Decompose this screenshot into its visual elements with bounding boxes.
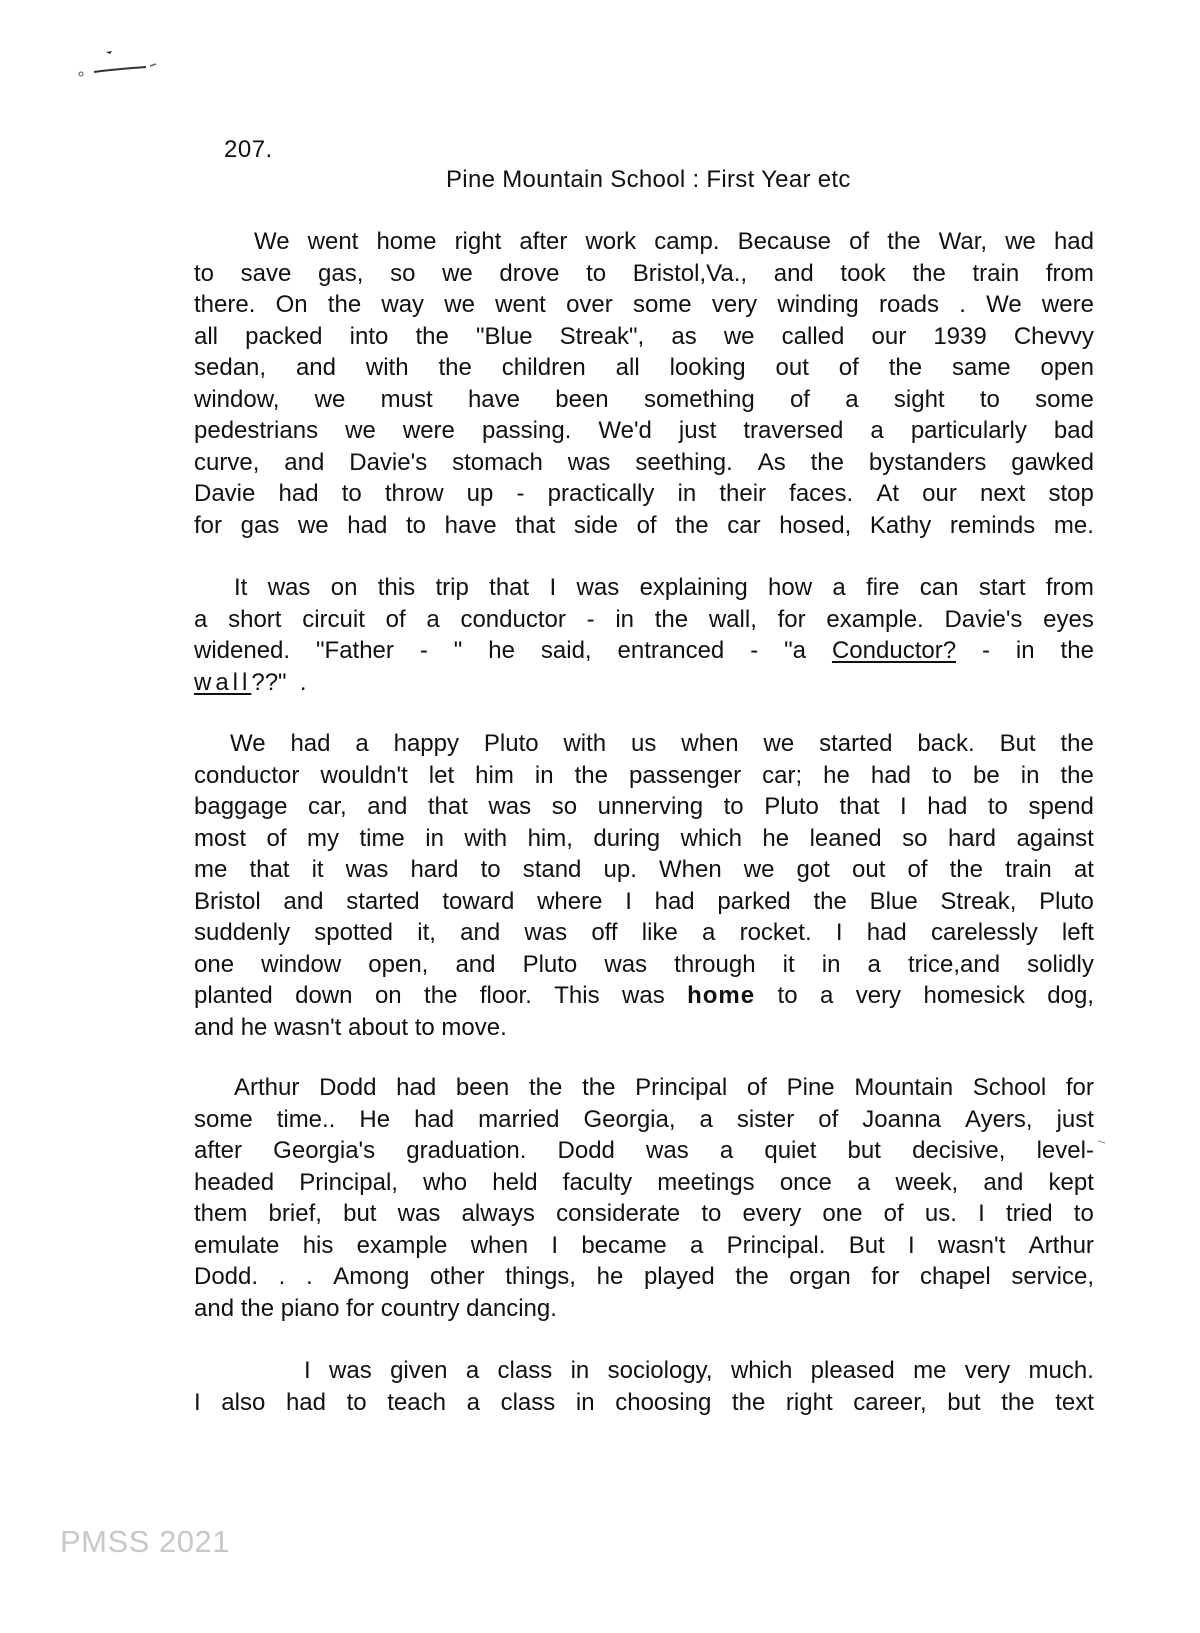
paragraph-4 [194,1072,1094,1324]
text-line: It was on this trip that I was explaining how a fire can start from [234,574,1094,601]
text-line: headed Principal, who held faculty meetings once a week, and kept [194,1168,1094,1196]
text-line: and he wasn't about to move. [194,1013,507,1041]
text-line: We went home right after work camp. Because of the War, we had [254,228,1094,255]
paragraph-2 [194,572,1094,698]
text-line: conductor wouldn't let him in the passenger car; he had to be in the [194,761,1094,789]
text-line: suddenly spotted it, and was off like a rocket. I had carelessly left [194,919,1094,946]
text-line: I also had to teach a class in choosing the right career, but the text [194,1388,1094,1416]
text-line: pedestrians we were passing. We'd just traversed a particularly bad [194,417,1094,444]
text-line: widened. "Father - " he said, entranced - "a Conductor? - in the [194,637,1094,664]
text-line: Davie had to throw up - practically in their faces. At our next stop [194,480,1094,507]
text-line: me that it was hard to stand up. When we got out of the train at [194,856,1094,883]
text-line: Bristol and started toward where I had parked the Blue Streak, Pluto [194,887,1094,915]
paragraph-3 [194,728,1094,1043]
text-line: some time.. He had married Georgia, a sister of Joanna Ayers, just [194,1105,1094,1133]
text-line: and the piano for country dancing. [194,1294,557,1322]
text-line: window, we must have been something of a sight to some [194,385,1094,413]
paragraph-1 [194,226,1094,541]
paragraph-5 [194,1355,1094,1418]
text-line: most of my time in with him, during which he leaned so hard against [194,824,1094,852]
text-line: all packed into the "Blue Streak", as we called our 1939 Chevvy [194,322,1094,350]
watermark: PMSS 2021 [60,1524,230,1559]
scan-smudge-icon [1098,1140,1106,1144]
text-line: for gas we had to have that side of the car hosed, Kathy reminds me. [194,511,1094,539]
page-title: Pine Mountain School : First Year etc [446,166,851,193]
text-line: curve, and Davie's stomach was seething. As the bystanders gawked [194,448,1094,476]
text-line: one window open, and Pluto was through it in a trice,and solidly [194,950,1094,978]
text-line: baggage car, and that was so unnerving to Pluto that I had to spend [194,793,1094,820]
text-line: Dodd. . . Among other things, he played the organ for chapel service, [194,1263,1094,1290]
text-line: planted down on the floor. This was home to a very homesick dog, [194,982,1094,1009]
text-line: wall ??" . [194,668,307,696]
text-line: after Georgia's graduation. Dodd was a quiet but decisive, level- [194,1137,1094,1164]
text-line: there. On the way we went over some very winding roads . We were [194,291,1094,318]
text-line: a short circuit of a conductor - in the wall, for example. Davie's eyes [194,605,1094,633]
page-number: 207. [224,136,273,163]
text-line: sedan, and with the children all looking out of the same open [194,354,1094,381]
text-line: them brief, but was always considerate to every one of us. I tried to [194,1200,1094,1227]
text-line: Arthur Dodd had been the the Principal of Pine Mountain School for [234,1074,1094,1101]
text-line: I was given a class in sociology, which pleased me very much. [304,1357,1094,1384]
text-line: We had a happy Pluto with us when we started back. But the [230,730,1094,757]
text-line: emulate his example when I became a Principal. But I wasn't Arthur [194,1231,1094,1259]
text-line: to save gas, so we drove to Bristol,Va., and took the train from [194,259,1094,287]
scan-mark-icon [76,45,162,85]
